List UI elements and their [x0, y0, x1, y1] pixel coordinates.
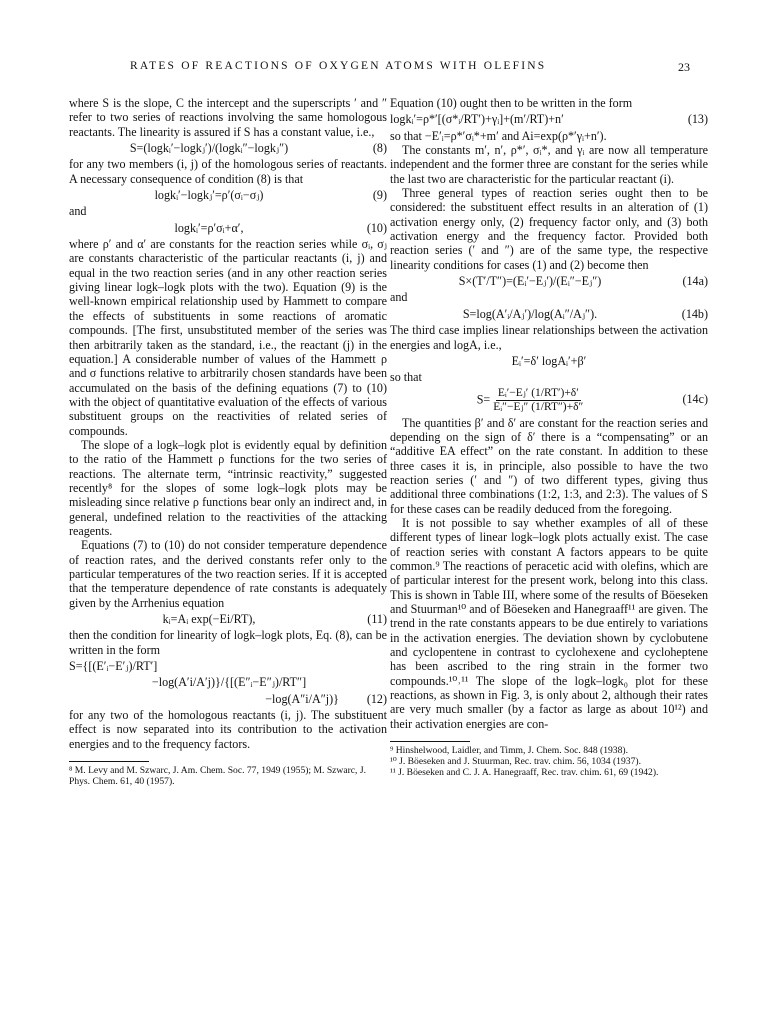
paragraph: The slope of a logk–logk plot is evidently equal by definition to the ratio of the Hammett ρ functions for the two series of reactions. The alternate term, “intrinsic reactivity,” suggested recently⁸ for the slopes of some logk–logk plots may be misleading since relative ρ functions bear only an indirect and, in general, undefined relation to the reactivities of the attacking reagents. [69, 437, 387, 538]
equation-number: (8) [372, 141, 387, 156]
equation-expression: −log(A″i/A″j)} [265, 691, 339, 706]
footnote-rule [390, 741, 470, 742]
running-title: RATES OF REACTIONS OF OXYGEN ATOMS WITH OLEFINS [130, 60, 547, 72]
paragraph: where S is the slope, C the intercept and the superscripts ′ and ″ refer to two series of reactions involving the same homologous reactants. The linearity is assured if S has a constant value, i.e., [69, 96, 387, 139]
equation-14a [390, 274, 708, 288]
equation-expression: S={[(E′ᵢ−E′ⱼ)/RT′] [69, 659, 158, 674]
equation-11 [69, 612, 387, 626]
equation-14c [390, 387, 708, 414]
equation-expression: S×(T′/T″)=(Eᵢ′−Eⱼ′)/(Eᵢ″−Eⱼ″) [458, 274, 602, 289]
equation-number: (12) [366, 691, 387, 706]
fraction-denominator: Eᵢ″−Eⱼ″ (1/RT″)+δ″ [493, 400, 584, 413]
equation-expression: logkᵢ′=ρ*′[(σ*ᵢ/RT′)+γᵢ]+(m′/RT)+n′ [390, 112, 564, 127]
footnote: ⁹ Hinshelwood, Laidler, and Timm, J. Chem. Soc. 848 (1938). [390, 745, 628, 757]
equation-number: (10) [366, 220, 387, 235]
equation-12-line-2 [69, 675, 387, 689]
paragraph: for any two members (i, j) of the homologous series of reactants. A necessary consequence of condition (8) is that [69, 157, 387, 186]
paragraph: Equations (7) to (10) do not consider temperature dependence of reaction rates, and the derived constants refer only to the particular temperatures of the two reaction series. If it is accepted that the temperature dependence of rate constants is adequately given by the Arrhenius equation [69, 538, 387, 610]
footnotes [69, 765, 387, 787]
equation-expression: kᵢ=Aᵢ exp(−Ei/RT), [162, 612, 256, 627]
paragraph: then the condition for linearity of logk–logk plots, Eq. (8), can be written in the form [69, 628, 387, 657]
paragraph: The quantities β′ and δ′ are constant for the reaction series and depending on the sign of δ′ there is a “compensating” or an “additive EA effect” on the rate constant. In addition to these three cases it is, in principle, also possible to have the two reaction series (′ and ″) of two different types, giving thus additional three combinations (1:2, 1:3, and 2:3). The values of S for these cases can be readily deduced from the foregoing. [390, 415, 708, 516]
paragraph: Equation (10) ought then to be written in the form [390, 96, 633, 110]
paragraph: for any two of the homologous reactants (i, j). The substituent effect is now separated into its contribution to the activation energies and to the frequency factors. [69, 708, 387, 751]
equation-lhs: S= [476, 391, 491, 406]
equation-number: (14c) [682, 391, 708, 406]
running-header [0, 60, 768, 80]
equation-beta [390, 354, 708, 368]
equation-expression: logkᵢ′=ρ′σᵢ+α′, [174, 220, 244, 235]
footnote-rule [69, 761, 149, 762]
equation-14b [390, 307, 708, 321]
equation-expression: logkᵢ′−logkⱼ′=ρ′(σᵢ−σⱼ) [154, 188, 264, 203]
connector-text: and [69, 204, 87, 219]
paragraph: The third case implies linear relationships between the activation energies and logA, i.e., [390, 323, 708, 352]
fraction-numerator: Eᵢ′−Eⱼ′ (1/RT′)+δ′ [497, 386, 579, 399]
paragraph: where ρ′ and α′ are constants for the reaction series while σᵢ, σⱼ are constants characteristic of the particular reactants (i, j) and equal in the two reaction series (and in any other reaction series giving linear logk–logk plots with the two). Equation (9) is the well-known empirical relationship used by Hammett to compare the effects of substituents in some reactions of aromatic compounds. [The first, unsubstituted member of the series was then arbitrarily taken as the standard, i.e., the reactant (j) in the equation.] A considerable number of values of the Hammett ρ and σ functions relative to arbitrarily chosen standards have been accumulated on the basis of the defining equations (7) to (10) with the object of quantitative evaluation of the effects of various substituent groups on the reactivities of related series of compounds. [69, 237, 387, 438]
equation-number: (13) [687, 112, 708, 127]
left-column [69, 96, 387, 787]
equation-expression: S=log(A′ᵢ/Aⱼ′)/log(Aᵢ″/Aⱼ″). [462, 306, 598, 321]
paragraph: The constants m′, n′, ρ*′, σᵢ*, and γᵢ are now all temperature independent and the former three are constant for the series while the last two are characteristic for the particular reactant (i). [390, 143, 708, 186]
paragraph: It is not possible to say whether examples of all of these different types of linear logk–logk plots actually exist. The case of reaction series with constant A factors appears to be quite common.⁹ The reactions of peracetic acid with olefins, which are of particular interest for the present work, belong into this class. This is shown in Table III, where some of the results of Böeseken and Stuurman¹⁰ and of Böeseken and Hanegraaff¹¹ are given. The trend in the rate constants appears to be due entirely to variations in the activation energies. The deviation shown by cyclobutene and cyclopentene in contrast to cyclohexene and cycloheptene has been ascribed to the ring strain in the former two compounds.¹⁰˒¹¹ The slope of the logk–logk₀ plot for these reactions, as shown in Fig. 3, is only about 2, although their rates are very much smaller (by a factor as large as about 10¹²) and their activation energies are con- [390, 515, 708, 731]
right-column [390, 96, 708, 778]
connector-text: and [390, 290, 408, 305]
equation-expression: −log(A′i/A′j)}/{[(E″ᵢ−E″ⱼ)/RT″] [151, 675, 307, 690]
footnote: ¹⁰ J. Böeseken and J. Stuurman, Rec. trav. chim. 56, 1034 (1937). [390, 756, 641, 768]
page-number: 23 [678, 60, 690, 74]
footnotes [390, 745, 708, 778]
equation-8 [69, 141, 387, 155]
paragraph: Three general types of reaction series ought then to be considered: the substituent effect results in an alteration of (1) activation energy only, (2) frequency factor only, and (3) both activation energy and the frequency factor. Provided both reaction series (′ and ″) are of the same type, the respective linearity conditions for cases (1) and (2) become then [390, 186, 708, 272]
equation-12-line-1 [69, 659, 387, 673]
equation-13 [390, 112, 708, 126]
paragraph: so that −E′ᵢ=ρ*′σᵢ*+m′ and Ai=exp(ρ*′γᵢ+n′). [390, 128, 607, 143]
equation-expression: S=(logkᵢ′−logkⱼ′)/(logkᵢ″−logkⱼ″) [129, 141, 289, 156]
connector-text: so that [390, 370, 422, 385]
equation-fraction [493, 387, 583, 414]
equation-number: (14a) [682, 274, 708, 289]
equation-9 [69, 188, 387, 202]
footnote: ¹¹ J. Böeseken and C. J. A. Hanegraaff, Rec. trav. chim. 61, 69 (1942). [390, 767, 659, 779]
equation-number: (14b) [681, 306, 708, 321]
equation-number: (9) [372, 188, 387, 203]
equation-expression: Eᵢ′=δ′ logAᵢ′+β′ [511, 353, 587, 368]
equation-12-line-3 [69, 692, 387, 706]
footnote: ⁸ M. Levy and M. Szwarc, J. Am. Chem. Soc. 77, 1949 (1955); M. Szwarc, J. Phys. Chem. 61, 40 (1957). [69, 765, 366, 788]
equation-10 [69, 221, 387, 235]
equation-number: (11) [367, 612, 387, 627]
